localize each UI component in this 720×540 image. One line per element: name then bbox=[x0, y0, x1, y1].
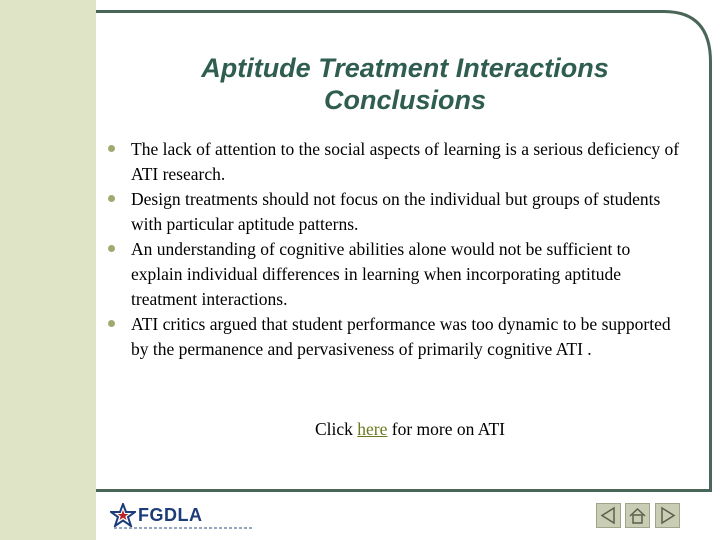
logo-tagline bbox=[114, 527, 254, 529]
triangle-right-icon bbox=[656, 504, 679, 527]
bullet-item bbox=[105, 312, 685, 362]
bullet-list bbox=[105, 137, 685, 362]
left-decorative-band bbox=[0, 0, 96, 540]
here-link[interactable]: here bbox=[357, 419, 388, 439]
bullet-icon bbox=[108, 195, 115, 202]
bullet-item bbox=[105, 187, 685, 237]
bullet-text: Design treatments should not focus on the individual but groups of students with particular aptitude patterns. bbox=[131, 189, 661, 234]
previous-slide-button[interactable] bbox=[596, 503, 621, 528]
bullet-text: An understanding of cognitive abilities alone would not be sufficient to explain individual differences in learning when incorporating aptitude treatment interactions. bbox=[131, 239, 631, 309]
home-button[interactable] bbox=[625, 503, 650, 528]
triangle-left-icon bbox=[597, 504, 620, 527]
fgdla-logo bbox=[110, 502, 210, 528]
bullet-item bbox=[105, 137, 685, 187]
logo-text: FGDLA bbox=[138, 504, 203, 525]
bullet-item bbox=[105, 237, 685, 312]
home-icon bbox=[626, 504, 649, 527]
bullet-icon bbox=[108, 245, 115, 252]
more-info-suffix: for more on ATI bbox=[387, 419, 506, 439]
bullet-icon bbox=[108, 320, 115, 327]
bullet-text: The lack of attention to the social aspects of learning is a serious deficiency of ATI research. bbox=[131, 139, 680, 184]
more-info-prefix: Click bbox=[314, 419, 358, 439]
next-slide-button[interactable] bbox=[655, 503, 680, 528]
bullet-text: ATI critics argued that student performance was too dynamic to be supported by the permanence and pervasiveness of primarily cognitive ATI . bbox=[131, 314, 671, 359]
star-emblem-icon bbox=[110, 503, 136, 527]
slide-title-line2: Conclusions bbox=[323, 85, 486, 115]
more-info-line bbox=[0, 419, 720, 440]
bullet-icon bbox=[108, 145, 115, 152]
frame-bottom-border bbox=[96, 489, 712, 492]
slide-title bbox=[140, 52, 670, 116]
frame-top-border bbox=[96, 10, 664, 13]
slide-title-line1: Aptitude Treatment Interactions bbox=[201, 53, 609, 83]
